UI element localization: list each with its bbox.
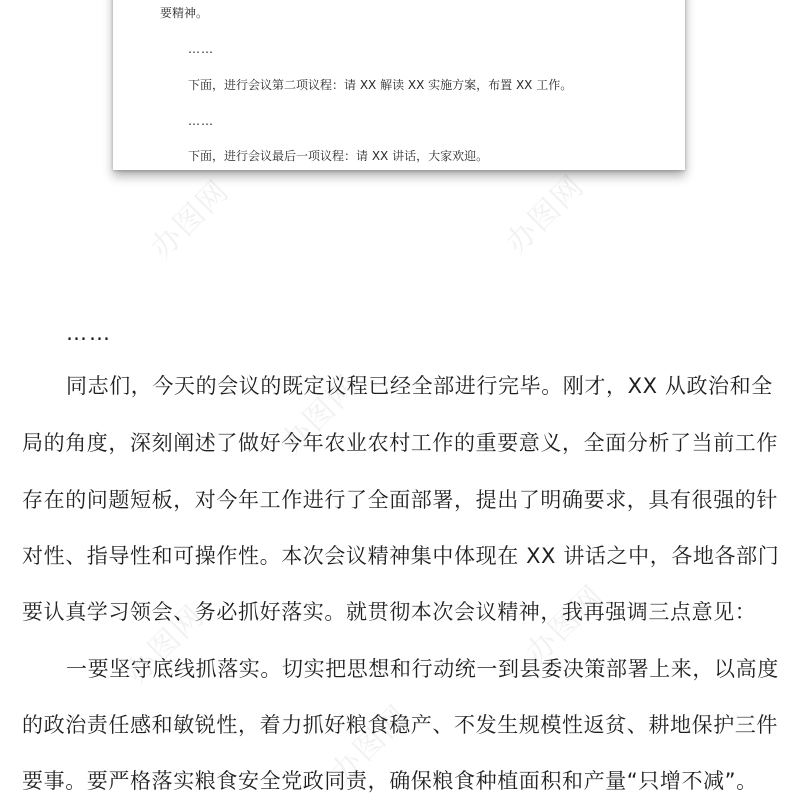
watermark: 办图网 <box>499 168 592 261</box>
watermark: 办图网 <box>519 578 612 671</box>
watermark: 办图网 <box>119 598 212 691</box>
paragraph-line: 的政治责任感和敏锐性，着力抓好粮食稳产、不发生规模性返贫、耕地保护三件 <box>22 713 778 737</box>
paragraph-line: 存在的问题短板，对今年工作进行了全面部署，提出了明确要求，具有很强的针 <box>22 488 778 512</box>
paragraph-line: 一要坚守底线抓落实。切实把思想和行动统一到县委决策部署上来，以高度 <box>66 657 779 681</box>
paragraph-line: 要认真学习领会、务必抓好落实。就贯彻本次会议精神，我再强调三点意见： <box>22 600 757 624</box>
preview-line: 下面，进行会议最后一项议程：请 XX 讲话，大家欢迎。 <box>188 149 489 163</box>
preview-line: …… <box>188 42 214 56</box>
preview-line: …… <box>188 114 214 128</box>
paragraph-line: 对性、指导性和可操作性。本次会议精神集中体现在 XX 讲话之中，各地各部门 <box>22 544 780 568</box>
document-preview-card <box>113 0 685 170</box>
paragraph-line: 同志们，今天的会议的既定议程已经全部进行完毕。刚才，XX 从政治和全 <box>66 374 773 398</box>
watermark: 办图网 <box>274 368 367 461</box>
paragraph-line: 局的角度，深刻阐述了做好今年农业农村工作的重要意义，全面分析了当前工作 <box>22 431 778 455</box>
watermark: 办图网 <box>144 173 237 266</box>
paragraph-ellipsis: …… <box>66 321 112 345</box>
paragraph-line: 要事。要严格落实粮食安全党政同责，确保粮食种植面积和产量“只增不减”。 <box>22 769 758 793</box>
watermark: 办图网 <box>324 698 417 791</box>
preview-line: 下面，进行会议第二项议程：请 XX 解读 XX 实施方案，布置 XX 工作。 <box>188 78 573 92</box>
preview-line: 要精神。 <box>160 6 209 20</box>
